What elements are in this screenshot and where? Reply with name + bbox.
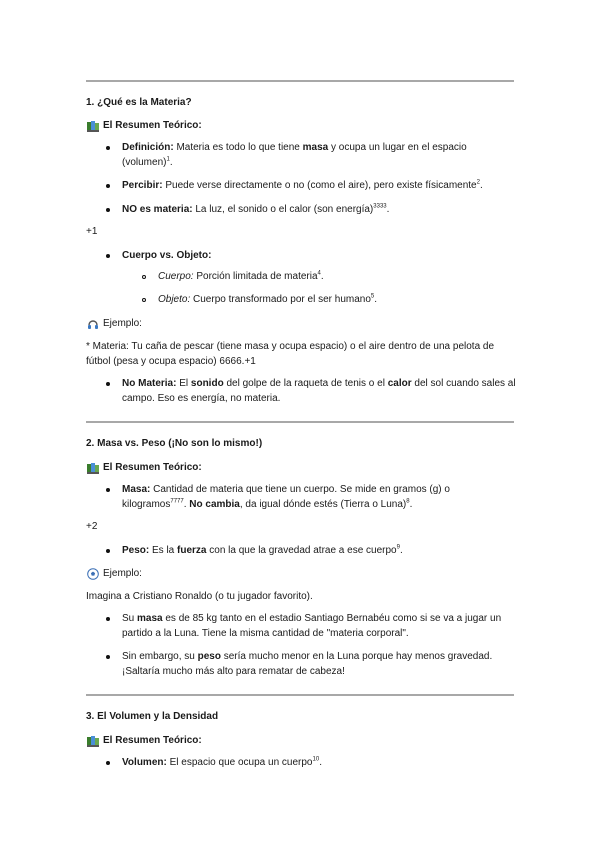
bold-text: calor — [387, 378, 412, 389]
text: Sin embargo, su — [122, 651, 198, 662]
footnote-ref: 1 — [166, 156, 170, 163]
bullet — [106, 184, 110, 188]
footnote-ref: 7777 — [170, 498, 184, 505]
term: Cuerpo: — [158, 271, 194, 282]
text: La luz, el sonido o el calor (son energía) — [192, 204, 374, 215]
list-item — [122, 611, 501, 626]
sub-list-item — [158, 292, 377, 307]
text: . — [320, 271, 324, 282]
paragraph: * Materia: Tu caña de pescar (tiene masa y ocupa espacio) o el aire dentro de una pelota de — [86, 341, 495, 352]
bullet — [106, 617, 110, 621]
footnote-ref: 10 — [312, 756, 320, 763]
books-icon — [87, 461, 99, 473]
term: Definición: — [122, 142, 174, 153]
list-item-continuation: ¡Saltaría mucho más alto para rematar de cabeza! — [122, 666, 345, 677]
list-item-continuation: partido a la Luna. Tiene la misma cantidad de "materia corporal". — [122, 628, 409, 639]
bullet — [106, 146, 110, 150]
ejemplo-label: Ejemplo: — [103, 318, 142, 329]
text: . — [409, 499, 413, 510]
resumen-label: El Resumen Teórico: — [103, 462, 202, 473]
plus-marker: +1 — [86, 226, 98, 237]
list-item-continuation — [122, 155, 173, 170]
text: con la que la gravedad atrae a ese cuerpo — [206, 545, 397, 556]
list-item: Cuerpo vs. Objeto: — [122, 250, 212, 261]
bold-text: fuerza — [177, 545, 207, 556]
list-item — [122, 202, 389, 217]
bold-text: sonido — [190, 378, 224, 389]
section-1-title: 1. ¿Qué es la Materia? — [86, 97, 192, 108]
paragraph: fútbol (pesa y ocupa espacio) 6666.+1 — [86, 356, 256, 367]
text: (volumen) — [122, 157, 167, 168]
resumen-label: El Resumen Teórico: — [103, 120, 202, 131]
bullet — [106, 254, 110, 258]
headphones-icon — [87, 317, 99, 329]
bold-text: No cambia — [189, 499, 240, 510]
bold-text: masa — [137, 613, 163, 624]
text: . — [169, 157, 173, 168]
term: Percibir: — [122, 180, 163, 191]
bullet — [106, 549, 110, 553]
term: Peso: — [122, 545, 150, 556]
term: Objeto: — [158, 294, 191, 305]
list-item — [122, 755, 322, 770]
text: Materia es todo lo que tiene — [173, 142, 303, 153]
text: del golpe de la raqueta de tenis o el — [223, 378, 388, 389]
list-item-continuation — [122, 497, 412, 512]
list-item-continuation: campo. Eso es energía, no materia. — [122, 393, 281, 404]
text: kilogramos — [122, 499, 171, 510]
section-divider — [86, 694, 514, 696]
text: del sol cuando sales al — [411, 378, 516, 389]
footnote-ref: 3333 — [373, 203, 387, 210]
text: El — [176, 378, 191, 389]
section-divider — [86, 80, 514, 82]
section-3-title: 3. El Volumen y la Densidad — [86, 711, 219, 722]
footnote-ref: 9 — [396, 544, 400, 551]
list-item — [122, 140, 467, 155]
sub-bullet — [142, 298, 146, 302]
text: Puede verse directamente o no (como el aire), pero existe físicamente — [162, 180, 477, 191]
paragraph: Imagina a Cristiano Ronaldo (o tu jugador favorito). — [86, 591, 313, 602]
bullet — [106, 208, 110, 212]
text: . — [399, 545, 403, 556]
books-icon — [87, 119, 99, 131]
text: Es la — [149, 545, 178, 556]
text: es de 85 kg tanto en el estadio Santiago Bernabéu como si se va a jugar un — [162, 613, 502, 624]
text: , da igual dónde estés (Tierra o Luna) — [239, 499, 407, 510]
text: . — [374, 294, 378, 305]
list-item — [122, 649, 492, 664]
text: Cantidad de materia que tiene un cuerpo. Se mide en gramos (g) o — [150, 484, 450, 495]
bullet — [106, 382, 110, 386]
plus-marker: +2 — [86, 521, 98, 532]
text: . — [386, 204, 390, 215]
books-icon — [87, 734, 99, 746]
list-item — [122, 178, 483, 193]
text: sería mucho menor en la Luna porque hay menos gravedad. — [220, 651, 493, 662]
footnote-ref: 8 — [406, 498, 410, 505]
text: El espacio que ocupa un cuerpo — [166, 757, 313, 768]
text: Porción limitada de materia — [193, 271, 318, 282]
list-item — [122, 376, 516, 391]
bullet — [106, 761, 110, 765]
term: Masa: — [122, 484, 151, 495]
section-2-title: 2. Masa vs. Peso (¡No son lo mismo!) — [86, 438, 263, 449]
resumen-label: El Resumen Teórico: — [103, 735, 202, 746]
sub-bullet — [142, 275, 146, 279]
footnote-ref: 5 — [370, 293, 375, 300]
section-divider — [86, 421, 514, 423]
text: y ocupa un lugar en el espacio — [328, 142, 467, 153]
term: Volumen: — [122, 757, 167, 768]
bullet — [106, 655, 110, 659]
bold-text: masa — [302, 142, 329, 153]
bold-text: peso — [197, 651, 221, 662]
bullet — [106, 488, 110, 492]
footnote-ref: 2 — [476, 179, 480, 186]
text: . — [479, 180, 483, 191]
text: . — [319, 757, 322, 768]
term: NO es materia: — [122, 204, 193, 215]
footnote-ref: 4 — [317, 270, 321, 277]
list-item — [122, 482, 450, 497]
soccer-ball-icon — [87, 567, 99, 579]
text: Cuerpo transformado por el ser humano — [190, 294, 371, 305]
text: . — [183, 499, 190, 510]
sub-list-item — [158, 269, 324, 284]
text: Su — [122, 613, 138, 624]
ejemplo-label: Ejemplo: — [103, 568, 142, 579]
term: No Materia: — [122, 378, 177, 389]
list-item — [122, 543, 403, 558]
